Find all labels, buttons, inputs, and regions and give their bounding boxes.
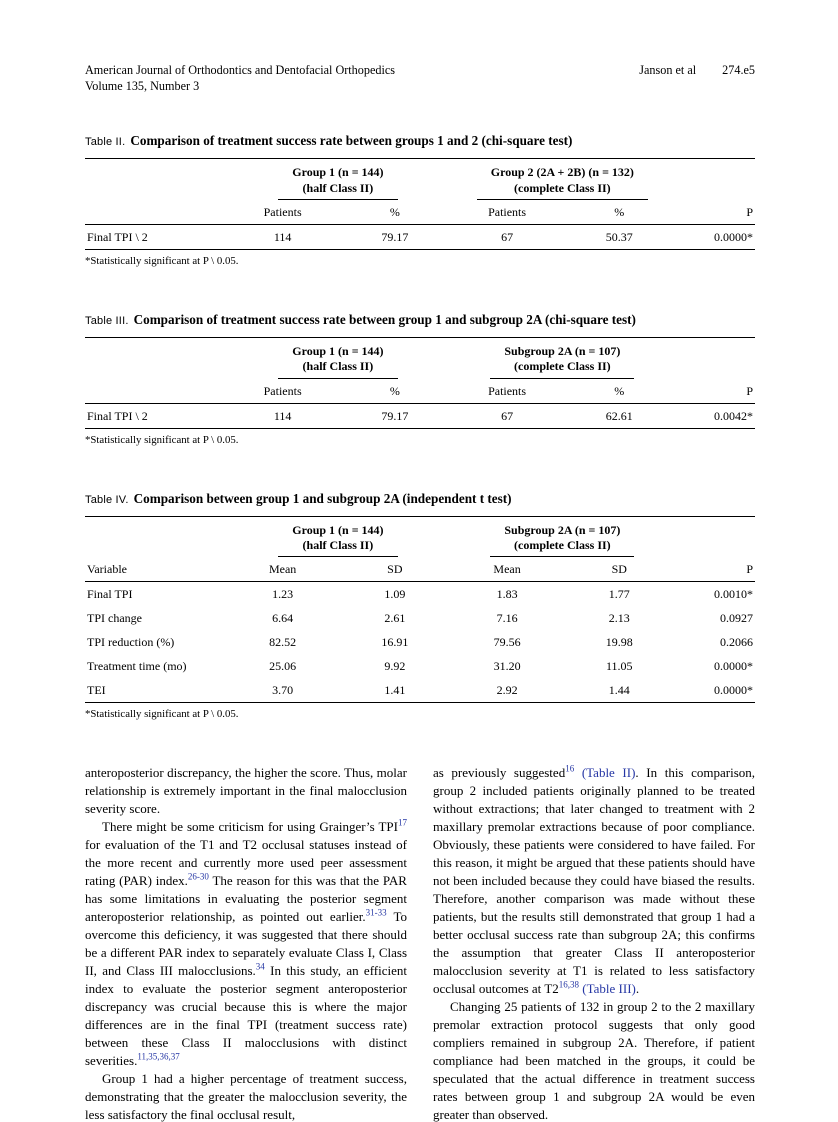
table-cell: 11.05 xyxy=(606,659,633,674)
table-title: Comparison of treatment success rate between groups 1 and 2 (chi-square test) xyxy=(130,133,573,149)
paragraph: Group 1 had a higher percentage of treatment success, demonstrating that the greater the malocclusion severity, the less satisfactory the final occlusal result, xyxy=(85,1071,407,1122)
citation-link[interactable]: 31-33 xyxy=(365,908,387,919)
column-header: % xyxy=(340,379,451,404)
column-group-header-text xyxy=(278,344,397,379)
table-row xyxy=(85,630,755,654)
table-cell: 25.06 xyxy=(269,659,297,674)
group-name: Subgroup 2A (n = 107) xyxy=(504,522,621,537)
table-cell: 79.17 xyxy=(340,224,451,249)
table-cell: 79.56 xyxy=(493,635,521,650)
group-subtitle: (half Class II) xyxy=(302,359,374,374)
table-cell: 1.83 xyxy=(496,587,518,602)
group-header-row xyxy=(85,516,755,557)
p-value-cell: 0.0000* xyxy=(714,659,753,674)
table-caption xyxy=(85,490,755,508)
column-header-row xyxy=(85,557,755,582)
group-subtitle: (complete Class II) xyxy=(514,180,611,195)
citation-link[interactable]: 16 xyxy=(565,764,575,775)
table-2-block xyxy=(85,132,755,267)
table-row xyxy=(85,224,755,249)
stub-spacer-cell xyxy=(85,159,226,200)
journal-name: American Journal of Orthodontics and Dentofacial Orthopedics xyxy=(85,63,396,77)
column-group-header xyxy=(226,337,450,378)
group-name: Subgroup 2A (n = 107) xyxy=(504,343,621,358)
p-column-header: P xyxy=(675,200,755,225)
table-footnote: *Statistically significant at P \ 0.05. xyxy=(85,433,239,446)
table-label: Table IV. xyxy=(85,493,129,506)
column-group-header-text xyxy=(278,165,397,200)
comparison-table-group-1-subgroup-2a xyxy=(85,337,755,429)
page-info xyxy=(639,62,755,94)
group-subtitle: (complete Class II) xyxy=(514,537,611,552)
group-name: Group 1 (n = 144) xyxy=(292,165,384,180)
column-header: Patients xyxy=(226,379,340,404)
table-cell: 79.17 xyxy=(340,403,451,428)
table-row xyxy=(85,606,755,630)
stub-spacer-cell xyxy=(85,337,226,378)
table-title: Comparison between group 1 and subgroup 2A (independent t test) xyxy=(133,490,512,506)
table-cell: 67 xyxy=(450,403,564,428)
table-cell: 3.70 xyxy=(226,678,340,703)
column-header: Patients xyxy=(226,200,340,225)
column-group-header xyxy=(450,337,674,378)
column-header: SD xyxy=(340,557,451,582)
stub-header xyxy=(85,379,226,404)
journal-info xyxy=(85,62,395,94)
table-cell: 1.77 xyxy=(608,587,630,602)
row-label: TEI xyxy=(85,678,226,703)
group-subtitle: (half Class II) xyxy=(302,537,374,552)
table-cell: 50.37 xyxy=(564,224,675,249)
table-cell: 82.52 xyxy=(269,635,297,650)
column-group-header-text xyxy=(477,165,648,200)
row-label: Treatment time (mo) xyxy=(87,659,187,674)
group-name: Group 2 (2A + 2B) (n = 132) xyxy=(490,165,634,180)
table-cell: 31.20 xyxy=(493,659,521,674)
group-subtitle: (complete Class II) xyxy=(514,359,611,374)
table-cell: 1.09 xyxy=(384,587,406,602)
paragraph: There might be some criticism for using Grainger’s TPI$^{17}$ for evaluation of the T1 and T2 occlusal statuses instead of the more recent and currently more used peer assessment rating (PAR) index.$^{26-30}$ The reason for this was that the PAR has some limitations in evaluating the posterior segment anteroposterior relationship, as pointed out earlier.$^{31-33}$ To overcome this deficiency, it was suggested that there should be a different PAR index to separately evaluate Class I, Class II, and Class III malocclusions.$^{34}$ In this study, an efficient index to evaluate the posterior segment anteroposterior discrepancy was crucial because this is where the major differences are in the final TPI (treatment success rate) between these Class II malocclusions with distinct severities.$^{11,35,36,37}$ xyxy=(85,818,407,1069)
p-value-cell: 0.0927 xyxy=(720,611,753,626)
table-cell: 2.61 xyxy=(384,611,406,626)
citation-link[interactable]: 11,35,36,37 xyxy=(137,1052,180,1063)
group-subtitle: (half Class II) xyxy=(302,180,374,195)
table-ref-link[interactable]: (Table II) xyxy=(581,765,636,781)
stub-header: Variable xyxy=(85,557,226,582)
table-row xyxy=(85,654,755,678)
table-cell: 9.92 xyxy=(384,659,406,674)
table-cell: 1.23 xyxy=(272,587,294,602)
column-header: % xyxy=(564,379,675,404)
table-row xyxy=(85,403,755,428)
column-header: Patients xyxy=(450,200,564,225)
paragraph: anteroposterior discrepancy, the higher the score. Thus, molar relationship is extremely important in the final malocclusion severity score. xyxy=(85,765,407,817)
table-cell: 19.98 xyxy=(605,635,633,650)
row-label: TPI change xyxy=(87,611,142,626)
column-group-header-text xyxy=(278,523,397,558)
p-value-cell: 0.0000* xyxy=(675,224,755,249)
table-cell: 67 xyxy=(450,224,564,249)
text-column-right xyxy=(433,764,755,1122)
table-label: Table III. xyxy=(85,314,129,327)
table-caption xyxy=(85,132,755,150)
table-cell: 1.41 xyxy=(340,678,451,703)
column-header: Mean xyxy=(450,557,564,582)
table-footnote: *Statistically significant at P \ 0.05. xyxy=(85,254,239,267)
p-spacer-cell xyxy=(675,516,755,557)
p-column-header: P xyxy=(675,557,755,582)
group-header-row xyxy=(85,159,755,200)
table-cell: 2.13 xyxy=(608,611,630,626)
table-cell: 16.91 xyxy=(381,635,409,650)
column-group-header xyxy=(450,159,674,200)
table-cell: 7.16 xyxy=(496,611,518,626)
authors: Janson et al xyxy=(639,63,697,77)
column-header: SD xyxy=(564,557,675,582)
column-header: Mean xyxy=(226,557,340,582)
article-body xyxy=(85,764,755,1122)
group-header-row xyxy=(85,337,755,378)
table-cell: 62.61 xyxy=(564,403,675,428)
table-cell: 6.64 xyxy=(272,611,294,626)
row-label: Final TPI xyxy=(87,587,133,602)
citation-link[interactable]: 16,38 xyxy=(558,980,580,991)
citation-link[interactable]: 34 xyxy=(255,962,265,973)
column-header: % xyxy=(340,200,451,225)
table-cell: 114 xyxy=(226,224,340,249)
column-header-row xyxy=(85,200,755,225)
column-header-row xyxy=(85,379,755,404)
table-footnote: *Statistically significant at P \ 0.05. xyxy=(85,708,239,721)
table-row xyxy=(85,582,755,607)
citation-link[interactable]: 17 xyxy=(398,818,407,829)
column-group-header-text xyxy=(490,344,634,379)
p-column-header: P xyxy=(675,379,755,404)
row-label: TPI reduction (%) xyxy=(87,635,175,650)
table-title: Comparison of treatment success rate between group 1 and subgroup 2A (chi-square test) xyxy=(133,311,636,327)
table-4-block xyxy=(85,490,755,721)
row-label: Final TPI \ 2 xyxy=(85,224,226,249)
column-header: Patients xyxy=(450,379,564,404)
row-label: Final TPI \ 2 xyxy=(85,403,226,428)
table-ref-link[interactable]: (Table III) xyxy=(582,981,636,997)
column-group-header xyxy=(226,159,450,200)
p-value-cell: 0.2066 xyxy=(720,635,753,650)
p-spacer-cell xyxy=(675,337,755,378)
citation-link[interactable]: 26-30 xyxy=(187,872,209,883)
group-name: Group 1 (n = 144) xyxy=(292,343,384,358)
stub-spacer-cell xyxy=(85,516,226,557)
p-value-cell: 0.0010* xyxy=(714,587,753,602)
comparison-table-groups-1-2 xyxy=(85,158,755,250)
t-test-table xyxy=(85,516,755,704)
table-cell: 2.92 xyxy=(450,678,564,703)
p-value-cell: 0.0042* xyxy=(675,403,755,428)
column-header: % xyxy=(564,200,675,225)
table-caption xyxy=(85,311,755,329)
table-label: Table II. xyxy=(85,136,126,149)
column-group-header-text xyxy=(490,523,634,558)
p-value-cell: 0.0000* xyxy=(675,678,755,703)
stub-header xyxy=(85,200,226,225)
page-number: 274.e5 xyxy=(722,63,755,77)
group-name: Group 1 (n = 144) xyxy=(292,522,384,537)
table-3-block xyxy=(85,311,755,446)
text-column-left xyxy=(85,764,407,1122)
column-group-header xyxy=(226,516,450,557)
p-spacer-cell xyxy=(675,159,755,200)
paragraph: as previously suggested$^{16}$ (Table II). In this comparison, group 2 included patients originally planned to be treated without extractions; that later changed to treatment with 2 maxillary premolar extractions because of poor compliance. Obviously, these patients were considered to have failed. For this reason, it might be argued that these patients should have not been included because they could have biased the results. Therefore, another comparison was made without these patients, but the results still demonstrated that group 1 had a better occlusal success rate than subgroup 2A; this confirms the assumption that greater Class II anteroposterior malocclusion severity at T1 is related to less satisfactory occlusal outcomes at T2$^{16,38}$ (Table III). xyxy=(433,764,756,997)
table-cell: 114 xyxy=(226,403,340,428)
column-group-header xyxy=(450,516,674,557)
table-row xyxy=(85,678,755,703)
table-cell: 1.44 xyxy=(564,678,675,703)
running-head xyxy=(85,62,755,94)
journal-volume: Volume 135, Number 3 xyxy=(85,79,200,94)
paragraph: Changing 25 patients of 132 in group 2 to the 2 maxillary premolar extraction protocol suggests that only good compliers remained in subgroup 2A. Therefore, if patient compliance had been matched in the groups, it could be speculated that the actual difference in treatment success rates between group 1 and subgroup 2A would be even greater than observed. xyxy=(433,999,755,1122)
